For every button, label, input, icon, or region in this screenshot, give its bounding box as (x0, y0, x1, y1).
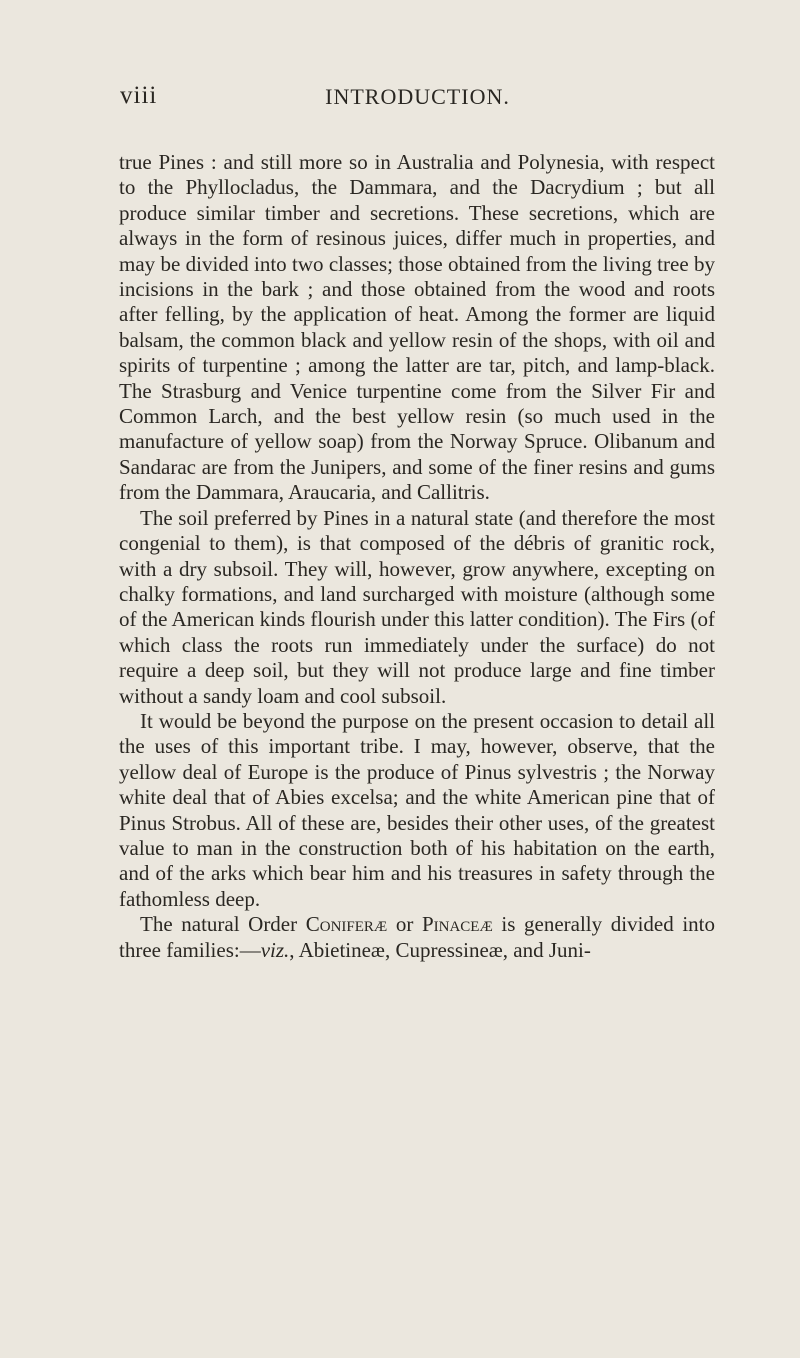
paragraph-text: is generally divided into three families:— (119, 912, 715, 962)
body-text (119, 150, 715, 963)
page-number: viii (120, 82, 158, 109)
order-name-pinaceae: Pinaceæ (421, 912, 493, 937)
paragraph-text: or (387, 912, 422, 937)
paragraph-uses (119, 709, 715, 912)
paragraph-text: The natural Order (140, 912, 306, 937)
running-title: INTRODUCTION. (325, 84, 510, 109)
paragraph-text: true Pines : and still more so in Australia and Polynesia, with respect to the Phyllocladus, the Dammara, and the Dacrydium ; but all produce similar timber and secretions. These secretions, which are always in the form of resinous juices, differ much in properties, and may be divided into two classes; those obtained from the living tree by incisions in the bark ; and those obtained from the wood and roots after felling, by the application of heat. Among the former are liquid balsam, the common black and yellow resin of the shops, with oil and spirits of turpentine ; among the latter are tar, pitch, and lamp-black. The Strasburg and Venice turpentine come from the Silver Fir and Common Larch, and the best yellow resin (so much used in the manufacture of yellow soap) from the Norway Spruce. Olibanum and Sandarac are from the Junipers, and some of the finer resins and gums from the Dammara, Araucaria, and Callitris. (119, 150, 715, 505)
order-name-coniferae: Coniferæ (305, 912, 388, 937)
abbreviation-viz: viz. (260, 937, 290, 962)
paragraph-text: The soil preferred by Pines in a natural state (and therefore the most congenial to them), is that composed of the débris of granitic rock, with a dry subsoil. They will, however, grow anywhere, excepting on chalky formations, and land surcharged with moisture (although some of the American kinds flourish under this latter condition). The Firs (of which class the roots run immediately under the surface) do not require a deep soil, but they will not produce large and fine timber without a sandy loam and cool subsoil. (119, 505, 715, 708)
paragraph-soil (119, 506, 715, 709)
paragraph-families (119, 912, 715, 963)
paragraph-resins (119, 150, 715, 506)
paragraph-text: It would be beyond the purpose on the present occasion to detail all the uses of this important tribe. I may, however, observe, that the yellow deal of Europe is the produce of Pinus sylvestris ; the Norway white deal that of Abies excelsa; and the white American pine that of Pinus Strobus. All of these are, besides their other uses, of the greatest value to man in the construction both of his habitation on the earth, and of the arks which bear him and his treasures in safety through the fathomless deep. (119, 708, 715, 911)
running-head (120, 82, 715, 112)
paragraph-text: , Abietineæ, Cupressineæ, and Juni- (289, 937, 591, 962)
